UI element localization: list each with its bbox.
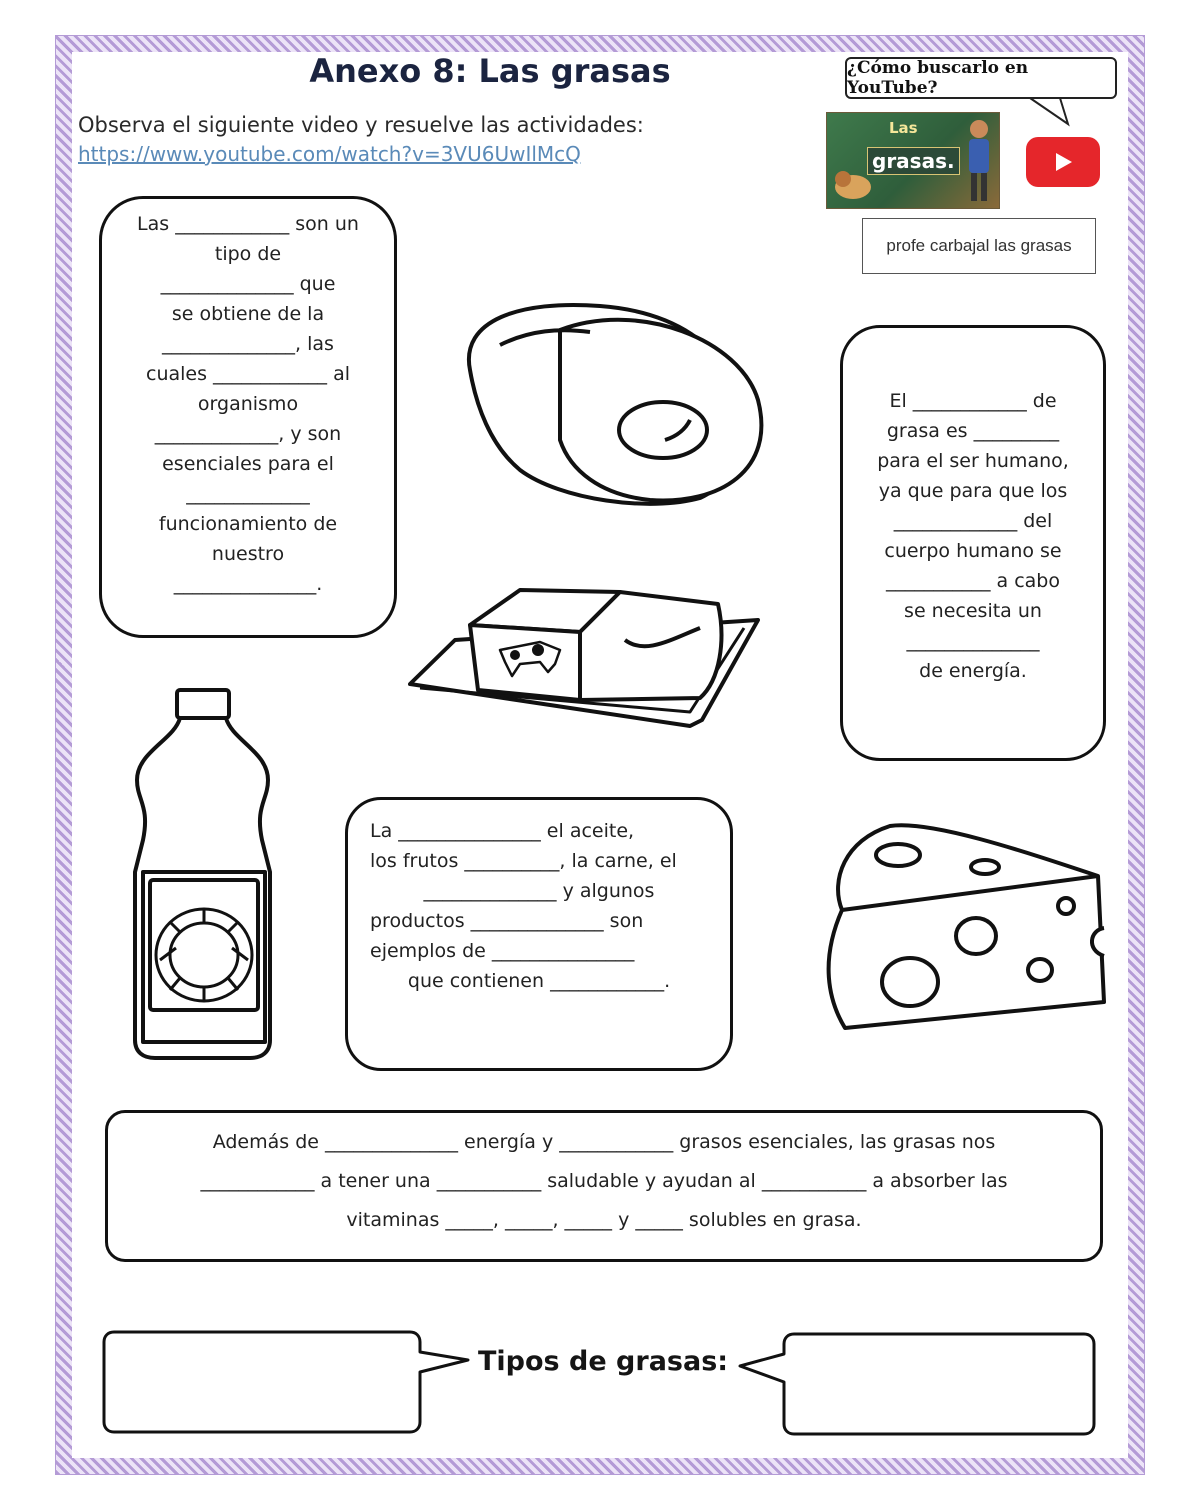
fill-in-card-examples xyxy=(345,797,733,1071)
video-link[interactable]: https://www.youtube.com/watch?v=3VU6UwIlMcQ xyxy=(78,142,581,166)
fat-types-label: Tipos de grasas: xyxy=(478,1346,729,1377)
card4-line: ____________ a tener una ___________ saludable y ayudan al ___________ a absorber las xyxy=(200,1170,1008,1192)
card2-line: ___________ a cabo xyxy=(886,570,1060,592)
card1-line: _______________. xyxy=(173,573,323,595)
card1-line: ______________ que xyxy=(160,273,336,295)
presenter-figure-icon xyxy=(963,117,995,205)
card1-line: organismo xyxy=(197,393,299,415)
thumbnail-title-line2: grasas. xyxy=(867,147,960,175)
card1-line: _____________, y son xyxy=(154,423,342,445)
fill-in-card-definition xyxy=(99,196,397,638)
card3-line: ejemplos de _______________ xyxy=(370,940,635,962)
fill-in-card-functions xyxy=(105,1110,1103,1262)
card2-line: _____________ del xyxy=(893,510,1053,532)
card2-line: cuerpo humano se xyxy=(884,540,1062,562)
card1-line: nuestro xyxy=(211,543,285,565)
card1-line: se obtiene de la xyxy=(171,303,325,325)
card1-line: _____________ xyxy=(186,483,310,505)
card3-line: que contienen ____________. xyxy=(407,970,671,992)
card4-line: Además de ______________ energía y ____________ grasos esenciales, las grasas nos xyxy=(212,1131,996,1153)
card4-line: vitaminas _____, _____, _____ y _____ solubles en grasa. xyxy=(346,1209,862,1231)
card2-line: grasa es _________ xyxy=(886,420,1060,442)
food-items-icon xyxy=(831,161,877,205)
thumbnail-title-line1: Las xyxy=(889,119,918,137)
fill-in-card-energy xyxy=(840,325,1106,761)
card3-line: ______________ y algunos xyxy=(423,880,655,902)
card1-line: ______________, las xyxy=(162,333,334,355)
card2-line: ______________ xyxy=(906,630,1040,652)
instructions-text: Observa el siguiente video y resuelve las actividades: xyxy=(78,113,644,137)
card1-line: esenciales para el xyxy=(162,453,334,475)
card2-line: para el ser humano, xyxy=(877,450,1069,472)
card3-line: productos ______________ son xyxy=(370,910,644,932)
card1-line: cuales ____________ al xyxy=(146,363,350,385)
youtube-hint-bubble: ¿Cómo buscarlo en YouTube? xyxy=(845,57,1117,99)
card2-line: se necesita un xyxy=(904,600,1042,622)
card2-line: ya que para que los xyxy=(878,480,1068,502)
card2-line: de energía. xyxy=(919,660,1027,682)
card2-line: El ____________ de xyxy=(889,390,1057,412)
card1-line: Las ____________ son un xyxy=(137,213,359,235)
page-title: Anexo 8: Las grasas xyxy=(309,52,671,90)
card3-line: los frutos __________, la carne, el xyxy=(370,850,677,872)
card1-line: funcionamiento de xyxy=(158,513,338,535)
card3-line: La _______________ el aceite, xyxy=(370,820,635,842)
youtube-search-box[interactable]: profe carbajal las grasas xyxy=(862,218,1096,274)
card1-line: tipo de xyxy=(214,243,282,265)
video-thumbnail[interactable] xyxy=(826,112,1000,209)
youtube-play-icon[interactable] xyxy=(1026,137,1100,187)
